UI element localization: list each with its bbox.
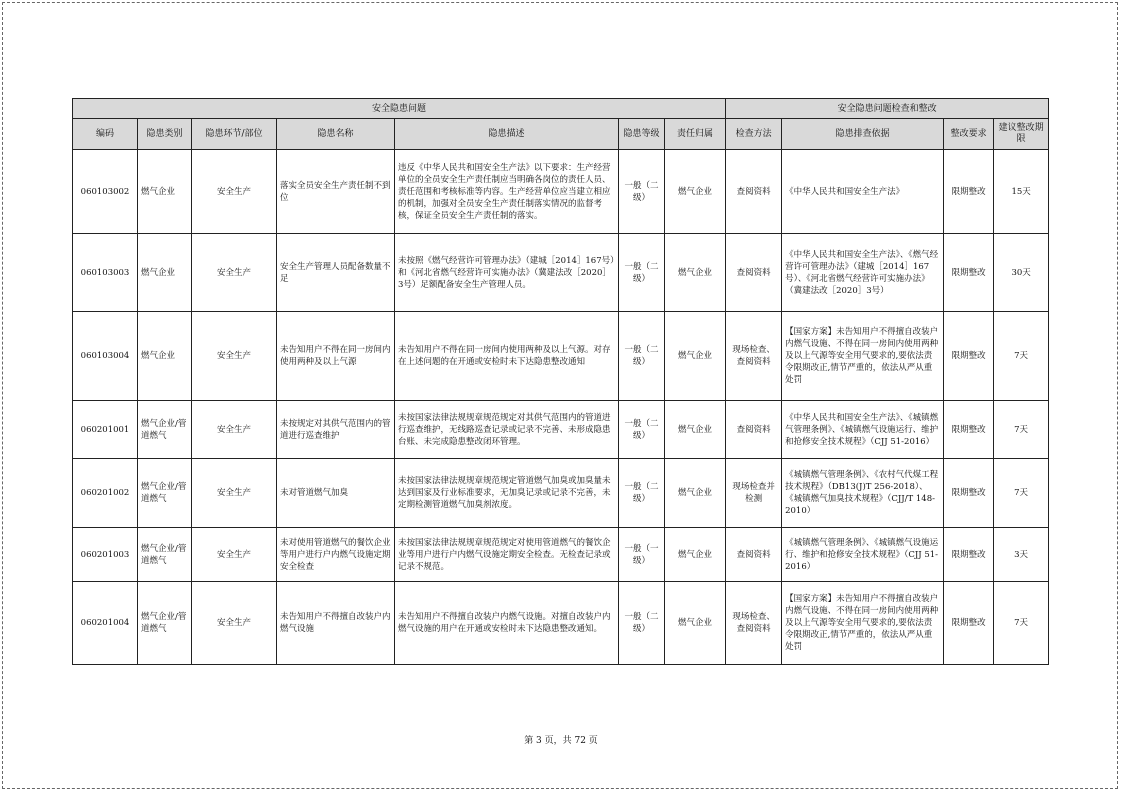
cell-name: 未告知用户不得在同一房间内使用两种及以上气源 [277,312,395,401]
col-header-basis: 隐患排查依据 [782,119,944,150]
group-header-inspection: 安全隐患问题检查和整改 [726,99,1049,119]
cell-part: 安全生产 [192,312,277,401]
cell-level: 一般（一级） [619,528,665,582]
cell-deadline: 30天 [994,234,1049,312]
col-header-method: 检查方法 [726,119,782,150]
cell-basis: 《城镇燃气管理条例》、《农村气代煤工程技术规程》（DB13(J)T 256-2018）、《城镇燃气加臭技术规程》（CJJ/T 148-2010） [782,459,944,528]
cell-name: 安全生产管理人员配备数量不足 [277,234,395,312]
cell-basis: 【国家方案】未告知用户不得擅自改装户内燃气设施、不得在同一房间内使用两种及以上气源等安全用气要求的,要依法责令限期改正,情节严重的，依法从严从重处罚 [782,312,944,401]
cell-requirement: 限期整改 [944,312,994,401]
cell-category: 燃气企业/管道燃气 [138,459,192,528]
cell-desc: 未按照《燃气经营许可管理办法》（建城［2014］167号）和《河北省燃气经营许可实施办法》（冀建法改［2020］3号）足额配备安全生产管理人员。 [395,234,619,312]
cell-code: 060201003 [73,528,138,582]
col-header-level: 隐患等级 [619,119,665,150]
cell-desc: 未按国家法律法规规章规范规定对其供气范围内的管道进行巡查维护，无线路巡查记录或记录不完善、未形成隐患台账、未完成隐患整改闭环管理。 [395,401,619,459]
cell-name: 未告知用户不得擅自改装户内燃气设施 [277,582,395,665]
cell-requirement: 限期整改 [944,401,994,459]
table-row [73,459,1049,528]
cell-part: 安全生产 [192,150,277,234]
cell-requirement: 限期整改 [944,459,994,528]
cell-requirement: 限期整改 [944,582,994,665]
cell-deadline: 7天 [994,312,1049,401]
cell-name: 未对使用管道燃气的餐饮企业等用户进行户内燃气设施定期安全检查 [277,528,395,582]
page-number: 第 3 页，共 72 页 [524,736,598,746]
col-header-name: 隐患名称 [277,119,395,150]
cell-requirement: 限期整改 [944,234,994,312]
cell-desc: 未按国家法律法规规章规范规定对使用管道燃气的餐饮企业等用户进行户内燃气设施定期安全检查。无检查记录或记录不规范。 [395,528,619,582]
group-header-row [73,99,1049,119]
cell-owner: 燃气企业 [665,401,726,459]
table-row [73,150,1049,234]
col-header-category: 隐患类别 [138,119,192,150]
cell-name: 未按规定对其供气范围内的管道进行巡查维护 [277,401,395,459]
cell-category: 燃气企业 [138,150,192,234]
col-header-code: 编码 [73,119,138,150]
cell-method: 查阅资料 [726,401,782,459]
cell-basis: 《中华人民共和国安全生产法》 [782,150,944,234]
cell-method: 现场检查、查阅资料 [726,312,782,401]
cell-category: 燃气企业 [138,234,192,312]
cell-level: 一般（二级） [619,234,665,312]
table-row [73,401,1049,459]
cell-deadline: 7天 [994,459,1049,528]
cell-method: 查阅资料 [726,234,782,312]
cell-level: 一般（二级） [619,582,665,665]
hazard-table [72,98,1049,665]
cell-desc: 违反《中华人民共和国安全生产法》以下要求：生产经营单位的全员安全生产责任制应当明确各岗位的责任人员、责任范围和考核标准等内容。生产经营单位应当建立相应的机制，加强对全员安全生产责任制落实情况的监督考核，保证全员安全生产责任制的落实。 [395,150,619,234]
cell-deadline: 7天 [994,582,1049,665]
col-header-deadline: 建议整改期限 [994,119,1049,150]
cell-method: 现场检查、查阅资料 [726,582,782,665]
cell-desc: 未告知用户不得擅自改装户内燃气设施。对擅自改装户内燃气设施的用户在开通或安检时未下达隐患整改通知。 [395,582,619,665]
cell-category: 燃气企业/管道燃气 [138,528,192,582]
cell-level: 一般（二级） [619,401,665,459]
cell-deadline: 3天 [994,528,1049,582]
col-header-part: 隐患环节/部位 [192,119,277,150]
cell-owner: 燃气企业 [665,234,726,312]
table-row [73,312,1049,401]
cell-code: 060103002 [73,150,138,234]
cell-code: 060201001 [73,401,138,459]
cell-part: 安全生产 [192,459,277,528]
cell-level: 一般（二级） [619,150,665,234]
cell-desc: 未告知用户不得在同一房间内使用两种及以上气源。对存在上述问题的在开通或安检时未下达隐患整改通知 [395,312,619,401]
cell-category: 燃气企业/管道燃气 [138,582,192,665]
cell-method: 现场检查并检测 [726,459,782,528]
cell-requirement: 限期整改 [944,150,994,234]
cell-requirement: 限期整改 [944,528,994,582]
cell-category: 燃气企业 [138,312,192,401]
col-header-requirement: 整改要求 [944,119,994,150]
cell-name: 落实全员安全生产责任制不到位 [277,150,395,234]
cell-name: 未对管道燃气加臭 [277,459,395,528]
cell-basis: 【国家方案】未告知用户不得擅自改装户内燃气设施、不得在同一房间内使用两种及以上气源等安全用气要求的,要依法责令限期改正,情节严重的，依法从严从重处罚 [782,582,944,665]
cell-code: 060201002 [73,459,138,528]
cell-deadline: 15天 [994,150,1049,234]
cell-owner: 燃气企业 [665,459,726,528]
cell-desc: 未按国家法律法规规章规范规定管道燃气加臭或加臭量未达到国家及行业标准要求，无加臭记录或记录不完善，未定期检测管道燃气加臭剂浓度。 [395,459,619,528]
table-row [73,234,1049,312]
group-header-hazard: 安全隐患问题 [73,99,726,119]
cell-level: 一般（二级） [619,312,665,401]
cell-basis: 《城镇燃气管理条例》、《城镇燃气设施运行、维护和抢修安全技术规程》（CJJ 51-2016） [782,528,944,582]
cell-part: 安全生产 [192,582,277,665]
cell-owner: 燃气企业 [665,150,726,234]
cell-owner: 燃气企业 [665,528,726,582]
col-header-owner: 责任归属 [665,119,726,150]
cell-basis: 《中华人民共和国安全生产法》、《城镇燃气管理条例》、《城镇燃气设施运行、维护和抢修安全技术规程》（CJJ 51-2016） [782,401,944,459]
cell-method: 查阅资料 [726,150,782,234]
col-header-desc: 隐患描述 [395,119,619,150]
cell-part: 安全生产 [192,528,277,582]
cell-code: 060103003 [73,234,138,312]
cell-part: 安全生产 [192,401,277,459]
cell-level: 一般（二级） [619,459,665,528]
cell-owner: 燃气企业 [665,582,726,665]
cell-basis: 《中华人民共和国安全生产法》、《燃气经营许可管理办法》（建城［2014］167号）、《河北省燃气经营许可实施办法》（冀建法改［2020］3号） [782,234,944,312]
cell-category: 燃气企业/管道燃气 [138,401,192,459]
cell-code: 060103004 [73,312,138,401]
column-header-row [73,119,1049,150]
table-row [73,528,1049,582]
table-row [73,582,1049,665]
cell-deadline: 7天 [994,401,1049,459]
cell-method: 查阅资料 [726,528,782,582]
cell-owner: 燃气企业 [665,312,726,401]
cell-code: 060201004 [73,582,138,665]
cell-part: 安全生产 [192,234,277,312]
